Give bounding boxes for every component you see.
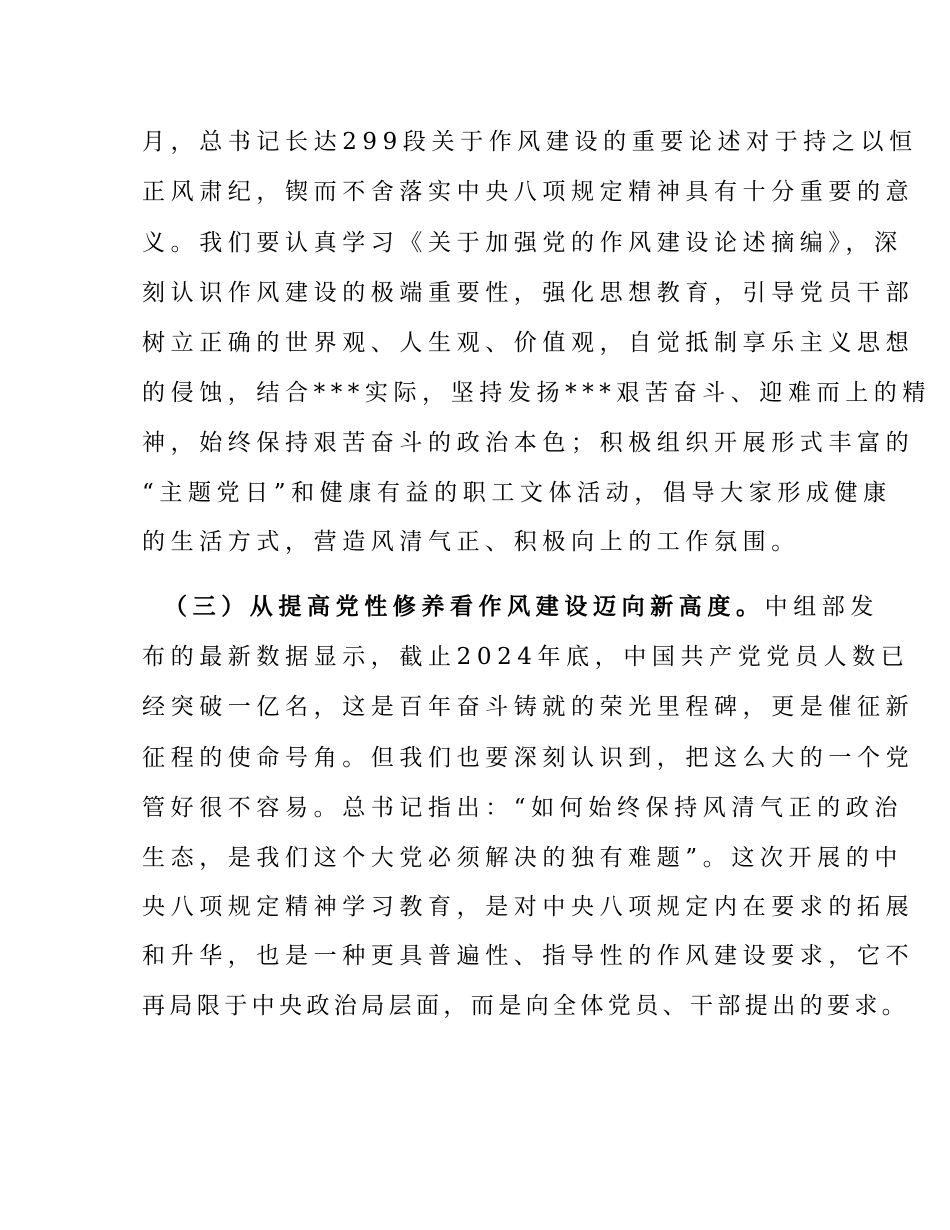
section-3-heading: （三）从提高党性修养看作风建设迈向新高度。 [164, 593, 765, 620]
paragraph-line: 征程的使命号角。但我们也要深刻认识到，把这么大的一个党 [142, 745, 915, 771]
paragraph-line: 布的最新数据显示，截止2024年底，中国共产党党员人数已 [142, 644, 910, 670]
paragraph-line: 生态，是我们这个大党必须解决的独有难题”。这次开展的中 [142, 845, 903, 871]
paragraph-line: 的侵蚀，结合***实际，坚持发扬***艰苦奋斗、迎难而上的精 [142, 380, 931, 406]
paragraph-line: 树立正确的世界观、人生观、价值观，自觉抵制享乐主义思想 [142, 330, 915, 356]
paragraph-line: 管好很不容易。总书记指出：“如何始终保持风清气正的政治 [142, 795, 903, 821]
section-3-first-line [164, 589, 880, 625]
paragraph-line: 央八项规定精神学习教育，是对中央八项规定内在要求的拓展 [142, 894, 915, 920]
paragraph-line: 的生活方式，营造风清气正、积极向上的工作氛围。 [142, 529, 800, 555]
paragraph-line: “主题党日”和健康有益的职工文体活动，倡导大家形成健康 [142, 480, 892, 506]
paragraph-line: 再局限于中央政治局层面，而是向全体党员、干部提出的要求。 [142, 993, 910, 1019]
paragraph-line: 刻认识作风建设的极端重要性，强化思想教育，引导党员干部 [142, 280, 915, 306]
paragraph-line: 月，总书记长达299段关于作风建设的重要论述对于持之以恒 [142, 129, 918, 155]
paragraph-line: 经突破一亿名，这是百年奋斗铸就的荣光里程碑，更是催征新 [142, 694, 915, 720]
section-3-first-line-rest: 中组部发 [764, 594, 880, 620]
paragraph-line: 正风肃纪，锲而不舍落实中央八项规定精神具有十分重要的意 [142, 179, 915, 205]
paragraph-line: 义。我们要认真学习《关于加强党的作风建设论述摘编》，深 [142, 230, 903, 256]
paragraph-line: 和升华，也是一种更具普遍性、指导性的作风建设要求，它不 [142, 943, 915, 969]
paragraph-line: 神，始终保持艰苦奋斗的政治本色；积极组织开展形式丰富的 [142, 430, 915, 456]
